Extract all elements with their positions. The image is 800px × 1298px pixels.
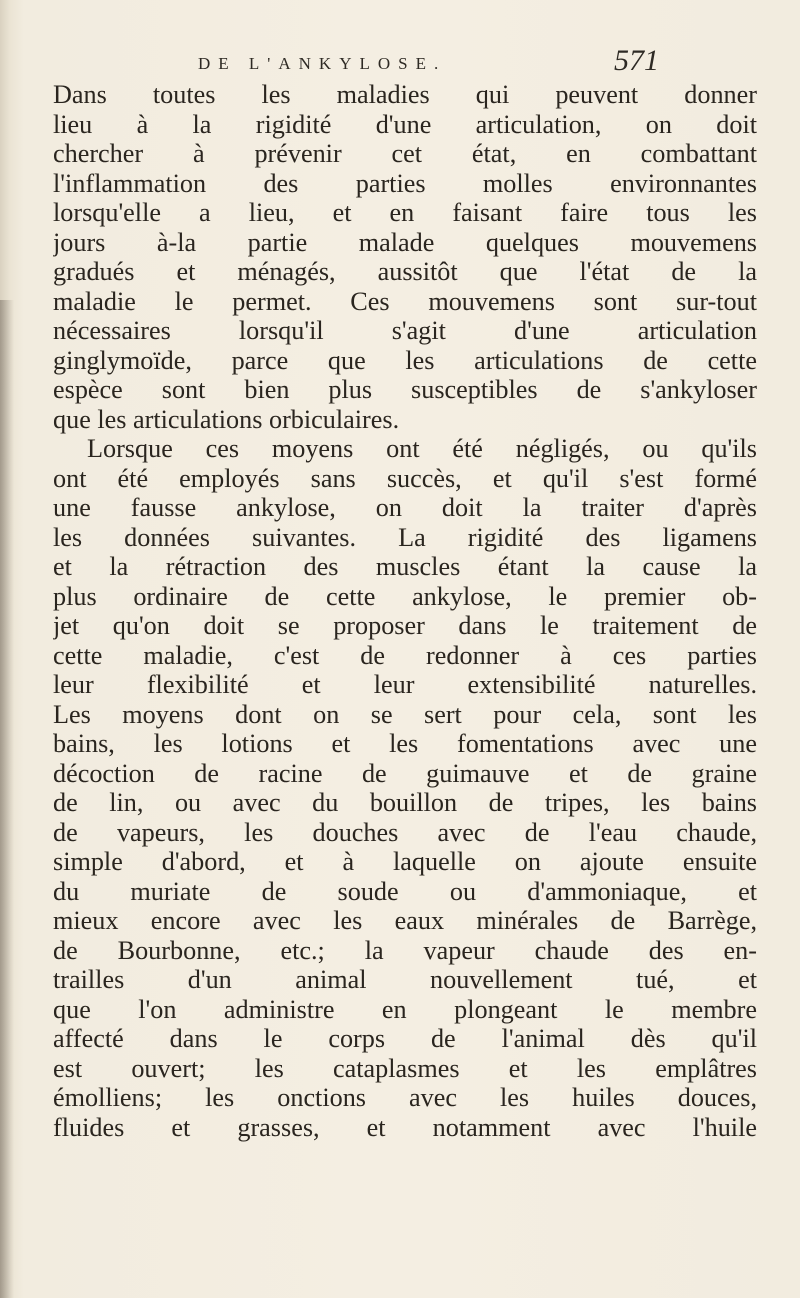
gutter-shadow [0,300,14,1298]
text-line: Lorsque ces moyens ont été négligés, ou qu'ils [87,434,757,463]
text-line: simple d'abord, et à laquelle on ajoute ensuite [53,847,757,876]
text-line: l'inflammation des parties molles environnantes [53,168,757,198]
text-line: ont été employés sans succès, et qu'il s'est formé [53,463,757,493]
body-text [53,80,773,1142]
text-line: de vapeurs, les douches avec de l'eau chaude, [53,817,757,847]
text-line: jet qu'on doit se proposer dans le traitement de [53,611,757,640]
text-line: espèce sont bien plus susceptibles de s'ankyloser [53,375,757,404]
text-line: jours à-la partie malade quelques mouvemens [53,227,757,257]
text-line: est ouvert; les cataplasmes et les emplâtres [53,1053,757,1083]
text-line: décoction de racine de guimauve et de graine [53,758,757,788]
text-line: émolliens; les onctions avec les huiles douces, [53,1083,757,1112]
text-line: gradués et ménagés, aussitôt que l'état de la [53,257,757,286]
text-line: que l'on administre en plongeant le membre [53,994,757,1024]
text-line: fluides et grasses, et notamment avec l'huile [53,1112,757,1142]
text-line: du muriate de soude ou d'ammoniaque, et [53,876,757,906]
text-line: affecté dans le corps de l'animal dès qu'il [53,1024,757,1053]
text-line: plus ordinaire de cette ankylose, le premier ob- [53,581,757,611]
text-line: maladie le permet. Ces mouvemens sont sur-tout [53,286,757,316]
text-line: cette maladie, c'est de redonner à ces parties [53,640,757,670]
text-line: et la rétraction des muscles étant la cause la [53,552,757,581]
text-line: ginglymoïde, parce que les articulations de cette [53,345,757,375]
text-line: de lin, ou avec du bouillon de tripes, les bains [53,788,757,817]
text-line: mieux encore avec les eaux minérales de Barrège, [53,906,757,935]
text-line: une fausse ankylose, on doit la traiter d'après [53,493,757,522]
text-line: nécessaires lorsqu'il s'agit d'une articulation [53,316,757,345]
text-line: les données suivantes. La rigidité des ligamens [53,522,757,552]
text-line: trailles d'un animal nouvellement tué, et [53,965,757,994]
text-line: leur flexibilité et leur extensibilité naturelles. [53,670,757,699]
text-line: chercher à prévenir cet état, en combattant [53,139,757,168]
text-line: bains, les lotions et les fomentations avec une [53,729,757,758]
text-line: lorsqu'elle a lieu, et en faisant faire tous les [53,198,757,227]
text-line: lieu à la rigidité d'une articulation, on doit [53,109,757,139]
text-line: Dans toutes les maladies qui peuvent donner [53,80,757,109]
text-line: Les moyens dont on se sert pour cela, sont les [53,699,757,729]
text-line: que les articulations orbiculaires. [53,404,400,434]
running-head [0,44,800,84]
running-head-title: DE L'ANKYLOSE. [198,54,447,73]
page-number: 571 [614,44,659,77]
text-line: de Bourbonne, etc.; la vapeur chaude des en- [53,935,757,965]
